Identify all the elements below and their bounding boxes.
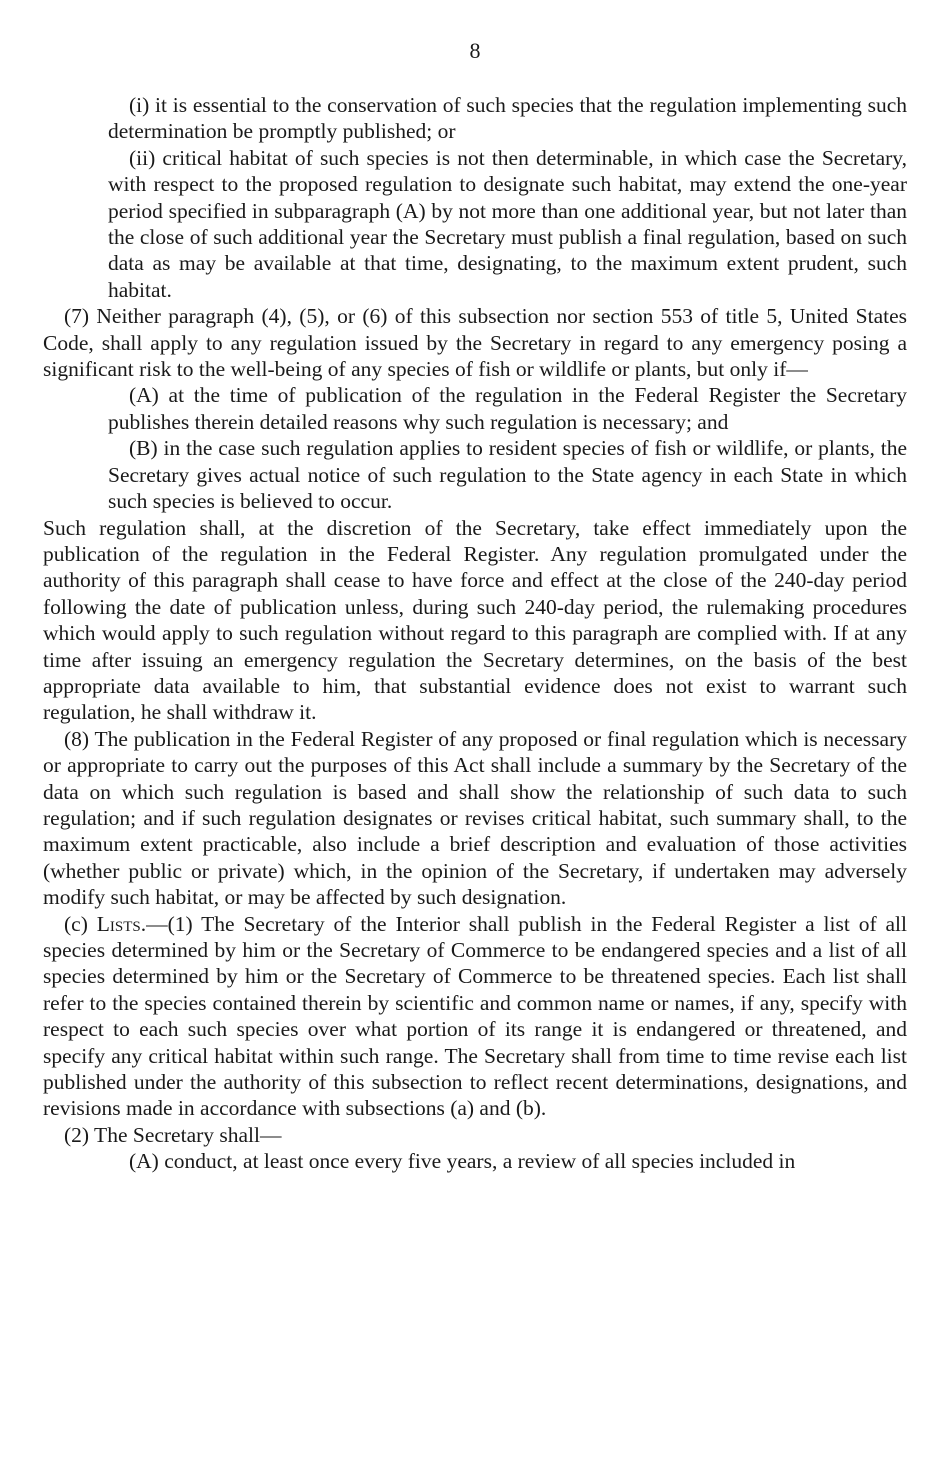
clause-i: (i) it is essential to the conservation of such species that the regulation implementing such determination be promptly published; or	[108, 93, 907, 144]
subsection-c-body: .—(1) The Secretary of the Interior shall publish in the Federal Register a list of all species determined by him or the Secretary of Commerce to be endangered species and a list of all species determined by him or the Secretary of Commerce to be threatened species. Each list shall refer to the species contained therein by scientific and common name or names, if any, specify with respect to each such species over what portion of its range it is endangered or threatened, and specify any critical habitat within such range. The Secretary shall from time to time revise each list published under the authority of this subsection to reflect recent determinations, designations, and revisions made in accordance with subsections (a) and (b).	[43, 911, 907, 1121]
paragraph-8: (8) The publication in the Federal Register of any proposed or final regulation which is necessary or appropriate to carry out the purposes of this Act shall include a summary by the Secretary of the data on which such regulation is based and shall show the relationship of such data to such regulation; and if such regulation designates or revises critical habitat, such summary shall, to the maximum extent practicable, also include a brief description and evaluation of those activities (whether public or private) which, in the opinion of the Secretary, if undertaken may adversely modify such habitat, or may be affected by such designation.	[43, 726, 907, 910]
paragraph-emergency-effect: Such regulation shall, at the discretion of the Secretary, take effect immediately upon the publication of the regulation in the Federal Register. Any regulation promulgated under the authority of this paragraph shall cease to have force and effect at the close of the 240-day period following the date of publication unless, during such 240-day period, the rulemaking procedures which would apply to such regulation without regard to this paragraph are complied with. If at any time after issuing an emergency regulation the Secretary determines, on the basis of the best appropriate data available to him, that substantial evidence does not exist to warrant such regulation, he shall withdraw it.	[43, 515, 907, 725]
subsection-c-prefix: (c)	[64, 911, 97, 936]
clause-b-notice: (B) in the case such regulation applies to resident species of fish or wildlife, or plants, the Secretary gives actual notice of such regulation to the State agency in each State in which such species is believed to occur.	[108, 436, 907, 514]
document-body	[43, 92, 907, 1175]
paragraph-2-secretary: (2) The Secretary shall—	[64, 1122, 282, 1147]
clause-a-review: (A) conduct, at least once every five years, a review of all species included in	[129, 1149, 796, 1174]
page-number: 8	[469, 38, 481, 63]
clause-a-publication: (A) at the time of publication of the regulation in the Federal Register the Secretary publishes therein detailed reasons why such regulation is necessary; and	[108, 383, 907, 434]
subsection-c-heading: Lists	[96, 911, 141, 936]
subsection-c-lists	[43, 911, 907, 1122]
clause-ii: (ii) critical habitat of such species is not then determinable, in which case the Secretary, with respect to the proposed regulation to designate such habitat, may extend the one-year period specified in subparagraph (A) by not more than one additional year, but not later than the close of such additional year the Secretary must publish a final regulation, based on such data as may be available at that time, designating, to the maximum extent prudent, such habitat.	[108, 145, 907, 302]
paragraph-7: (7) Neither paragraph (4), (5), or (6) of this subsection nor section 553 of title 5, United States Code, shall apply to any regulation issued by the Secretary in regard to any emergency posing a significant risk to the well-being of any species of fish or wildlife or plants, but only if—	[43, 304, 907, 382]
